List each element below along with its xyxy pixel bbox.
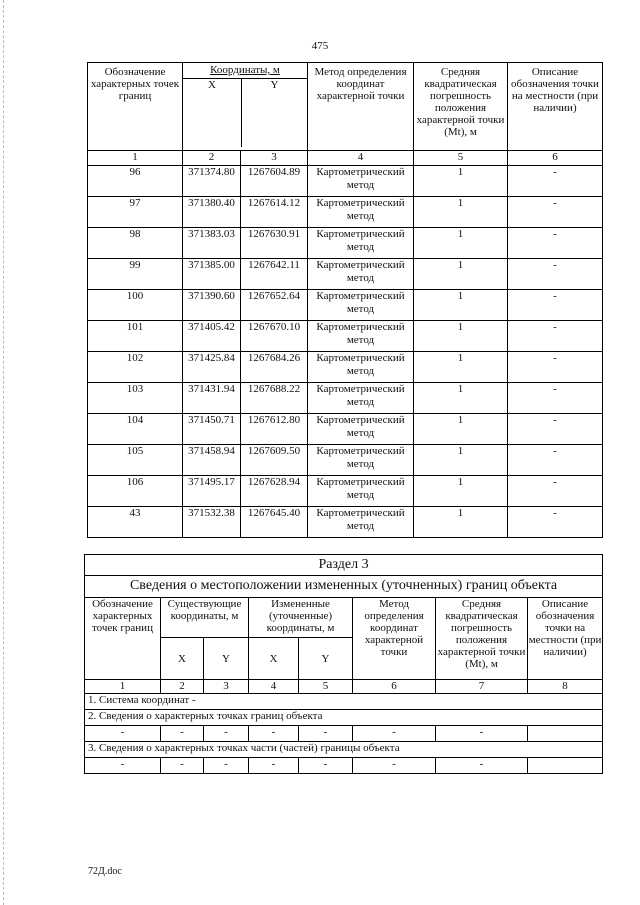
s3-column-number: 7 <box>436 680 528 694</box>
column-number: 2 <box>183 151 241 166</box>
table-row <box>88 507 603 538</box>
column-number: 1 <box>88 151 183 166</box>
column-number: 6 <box>508 151 603 166</box>
parts-title-row: 3. Сведения о характерных точках части (частей) границы объекта <box>85 742 603 758</box>
error-mt: 1 <box>414 321 508 352</box>
s3-column-number: 2 <box>161 680 204 694</box>
description: - <box>508 197 603 228</box>
coord-y: 1267609.50 <box>241 445 308 476</box>
error-mt: 1 <box>414 414 508 445</box>
coord-x: 371532.38 <box>183 507 241 538</box>
s3-header-error: Средняя квадратическая погрешность положения характерной точки (Mt), м <box>436 598 528 680</box>
scan-edge <box>3 0 4 905</box>
header-error: Средняя квадратическая погрешность положения характерной точки (Mt), м <box>414 63 508 151</box>
method: Картометрический метод <box>308 321 414 352</box>
column-numbers-row <box>88 151 603 166</box>
method: Картометрический метод <box>308 414 414 445</box>
coord-y: 1267614.12 <box>241 197 308 228</box>
header-desc: Описание обозначения точки на местности (при наличии) <box>508 63 603 151</box>
points-dash-row <box>85 726 603 742</box>
method: Картометрический метод <box>308 197 414 228</box>
coord-x: 371385.00 <box>183 259 241 290</box>
point-number: 106 <box>88 476 183 507</box>
table-row <box>88 166 603 197</box>
s3-header-x-changed: X <box>249 638 299 680</box>
method: Картометрический метод <box>308 507 414 538</box>
coord-system-row: 1. Система координат - <box>85 694 603 710</box>
parts-dash-cell: - <box>85 758 161 774</box>
s3-column-numbers-row <box>85 680 603 694</box>
table-row <box>88 383 603 414</box>
error-mt: 1 <box>414 476 508 507</box>
description: - <box>508 290 603 321</box>
parts-dash-cell: - <box>204 758 249 774</box>
coord-y: 1267684.26 <box>241 352 308 383</box>
table-row <box>88 414 603 445</box>
header-y: Y <box>270 79 279 91</box>
table-row <box>88 228 603 259</box>
points-dash-cell: - <box>85 726 161 742</box>
error-mt: 1 <box>414 228 508 259</box>
points-dash-cell: - <box>353 726 436 742</box>
section3-table <box>84 554 603 774</box>
coord-x: 371380.40 <box>183 197 241 228</box>
table-row <box>88 290 603 321</box>
description: - <box>508 445 603 476</box>
header-coords-label: Координаты, м <box>183 63 307 79</box>
description: - <box>508 383 603 414</box>
point-number: 101 <box>88 321 183 352</box>
column-number: 4 <box>308 151 414 166</box>
s3-header-changed: Измененные (уточненные) координаты, м <box>249 598 353 638</box>
table-row <box>88 259 603 290</box>
points-dash-cell: - <box>161 726 204 742</box>
method: Картометрический метод <box>308 383 414 414</box>
point-number: 104 <box>88 414 183 445</box>
s3-header-x-existing: X <box>161 638 204 680</box>
coordinates-table <box>87 62 603 538</box>
point-number: 105 <box>88 445 183 476</box>
s3-header-desc: Описание обозначения точки на местности (при наличии) <box>528 598 603 680</box>
method: Картометрический метод <box>308 259 414 290</box>
header-coords <box>183 63 308 151</box>
error-mt: 1 <box>414 352 508 383</box>
description: - <box>508 228 603 259</box>
error-mt: 1 <box>414 197 508 228</box>
parts-dash-cell: - <box>436 758 528 774</box>
description: - <box>508 259 603 290</box>
coord-x: 371405.42 <box>183 321 241 352</box>
section3-title: Раздел 3 <box>85 555 603 576</box>
table-row <box>88 352 603 383</box>
description: - <box>508 166 603 197</box>
header-x: X <box>183 79 242 147</box>
method: Картометрический метод <box>308 166 414 197</box>
coord-x: 371431.94 <box>183 383 241 414</box>
coord-y: 1267642.11 <box>241 259 308 290</box>
description: - <box>508 352 603 383</box>
column-number: 3 <box>241 151 308 166</box>
s3-header-existing: Существующие координаты, м <box>161 598 249 638</box>
s3-header-point: Обозначение характерных точек границ <box>85 598 161 680</box>
parts-dash-cell <box>528 758 603 774</box>
coord-y: 1267604.89 <box>241 166 308 197</box>
coord-y: 1267628.94 <box>241 476 308 507</box>
coord-x: 371425.84 <box>183 352 241 383</box>
point-number: 100 <box>88 290 183 321</box>
coord-x: 371374.80 <box>183 166 241 197</box>
table-row <box>88 476 603 507</box>
coord-y: 1267645.40 <box>241 507 308 538</box>
point-number: 102 <box>88 352 183 383</box>
description: - <box>508 507 603 538</box>
section3-subtitle: Сведения о местоположении измененных (уточненных) границ объекта <box>85 576 603 598</box>
point-number: 97 <box>88 197 183 228</box>
s3-column-number: 5 <box>299 680 353 694</box>
description: - <box>508 476 603 507</box>
points-dash-cell: - <box>436 726 528 742</box>
point-number: 99 <box>88 259 183 290</box>
points-dash-cell: - <box>249 726 299 742</box>
s3-header-y-changed: Y <box>299 638 353 680</box>
header-method: Метод определения координат характерной точки <box>308 63 414 151</box>
points-dash-cell <box>528 726 603 742</box>
table-row <box>88 197 603 228</box>
point-number: 98 <box>88 228 183 259</box>
coord-y: 1267670.10 <box>241 321 308 352</box>
parts-dash-cell: - <box>161 758 204 774</box>
points-dash-cell: - <box>204 726 249 742</box>
coord-x: 371390.60 <box>183 290 241 321</box>
error-mt: 1 <box>414 507 508 538</box>
parts-dash-cell: - <box>249 758 299 774</box>
point-number: 43 <box>88 507 183 538</box>
s3-column-number: 6 <box>353 680 436 694</box>
coord-x: 371450.71 <box>183 414 241 445</box>
error-mt: 1 <box>414 383 508 414</box>
error-mt: 1 <box>414 290 508 321</box>
coord-y: 1267630.91 <box>241 228 308 259</box>
column-number: 5 <box>414 151 508 166</box>
header-point: Обозначение характерных точек границ <box>88 63 183 151</box>
method: Картометрический метод <box>308 290 414 321</box>
coord-x: 371495.17 <box>183 476 241 507</box>
error-mt: 1 <box>414 166 508 197</box>
method: Картометрический метод <box>308 445 414 476</box>
description: - <box>508 414 603 445</box>
error-mt: 1 <box>414 259 508 290</box>
s3-column-number: 3 <box>204 680 249 694</box>
parts-dash-cell: - <box>353 758 436 774</box>
s3-column-number: 8 <box>528 680 603 694</box>
description: - <box>508 321 603 352</box>
coord-x: 371458.94 <box>183 445 241 476</box>
table-row <box>88 321 603 352</box>
method: Картометрический метод <box>308 352 414 383</box>
s3-column-number: 1 <box>85 680 161 694</box>
coord-y: 1267612.80 <box>241 414 308 445</box>
coord-x: 371383.03 <box>183 228 241 259</box>
table-row <box>88 445 603 476</box>
coord-y: 1267652.64 <box>241 290 308 321</box>
point-number: 96 <box>88 166 183 197</box>
error-mt: 1 <box>414 445 508 476</box>
footer-filename: 72Д.doc <box>88 866 122 877</box>
parts-dash-row <box>85 758 603 774</box>
s3-column-number: 4 <box>249 680 299 694</box>
s3-header-method: Метод определения координат характерной точки <box>353 598 436 680</box>
page-number: 475 <box>311 40 329 52</box>
method: Картометрический метод <box>308 476 414 507</box>
coord-y: 1267688.22 <box>241 383 308 414</box>
points-dash-cell: - <box>299 726 353 742</box>
points-title-row: 2. Сведения о характерных точках границ объекта <box>85 710 603 726</box>
s3-header-y-existing: Y <box>204 638 249 680</box>
point-number: 103 <box>88 383 183 414</box>
parts-dash-cell: - <box>299 758 353 774</box>
method: Картометрический метод <box>308 228 414 259</box>
